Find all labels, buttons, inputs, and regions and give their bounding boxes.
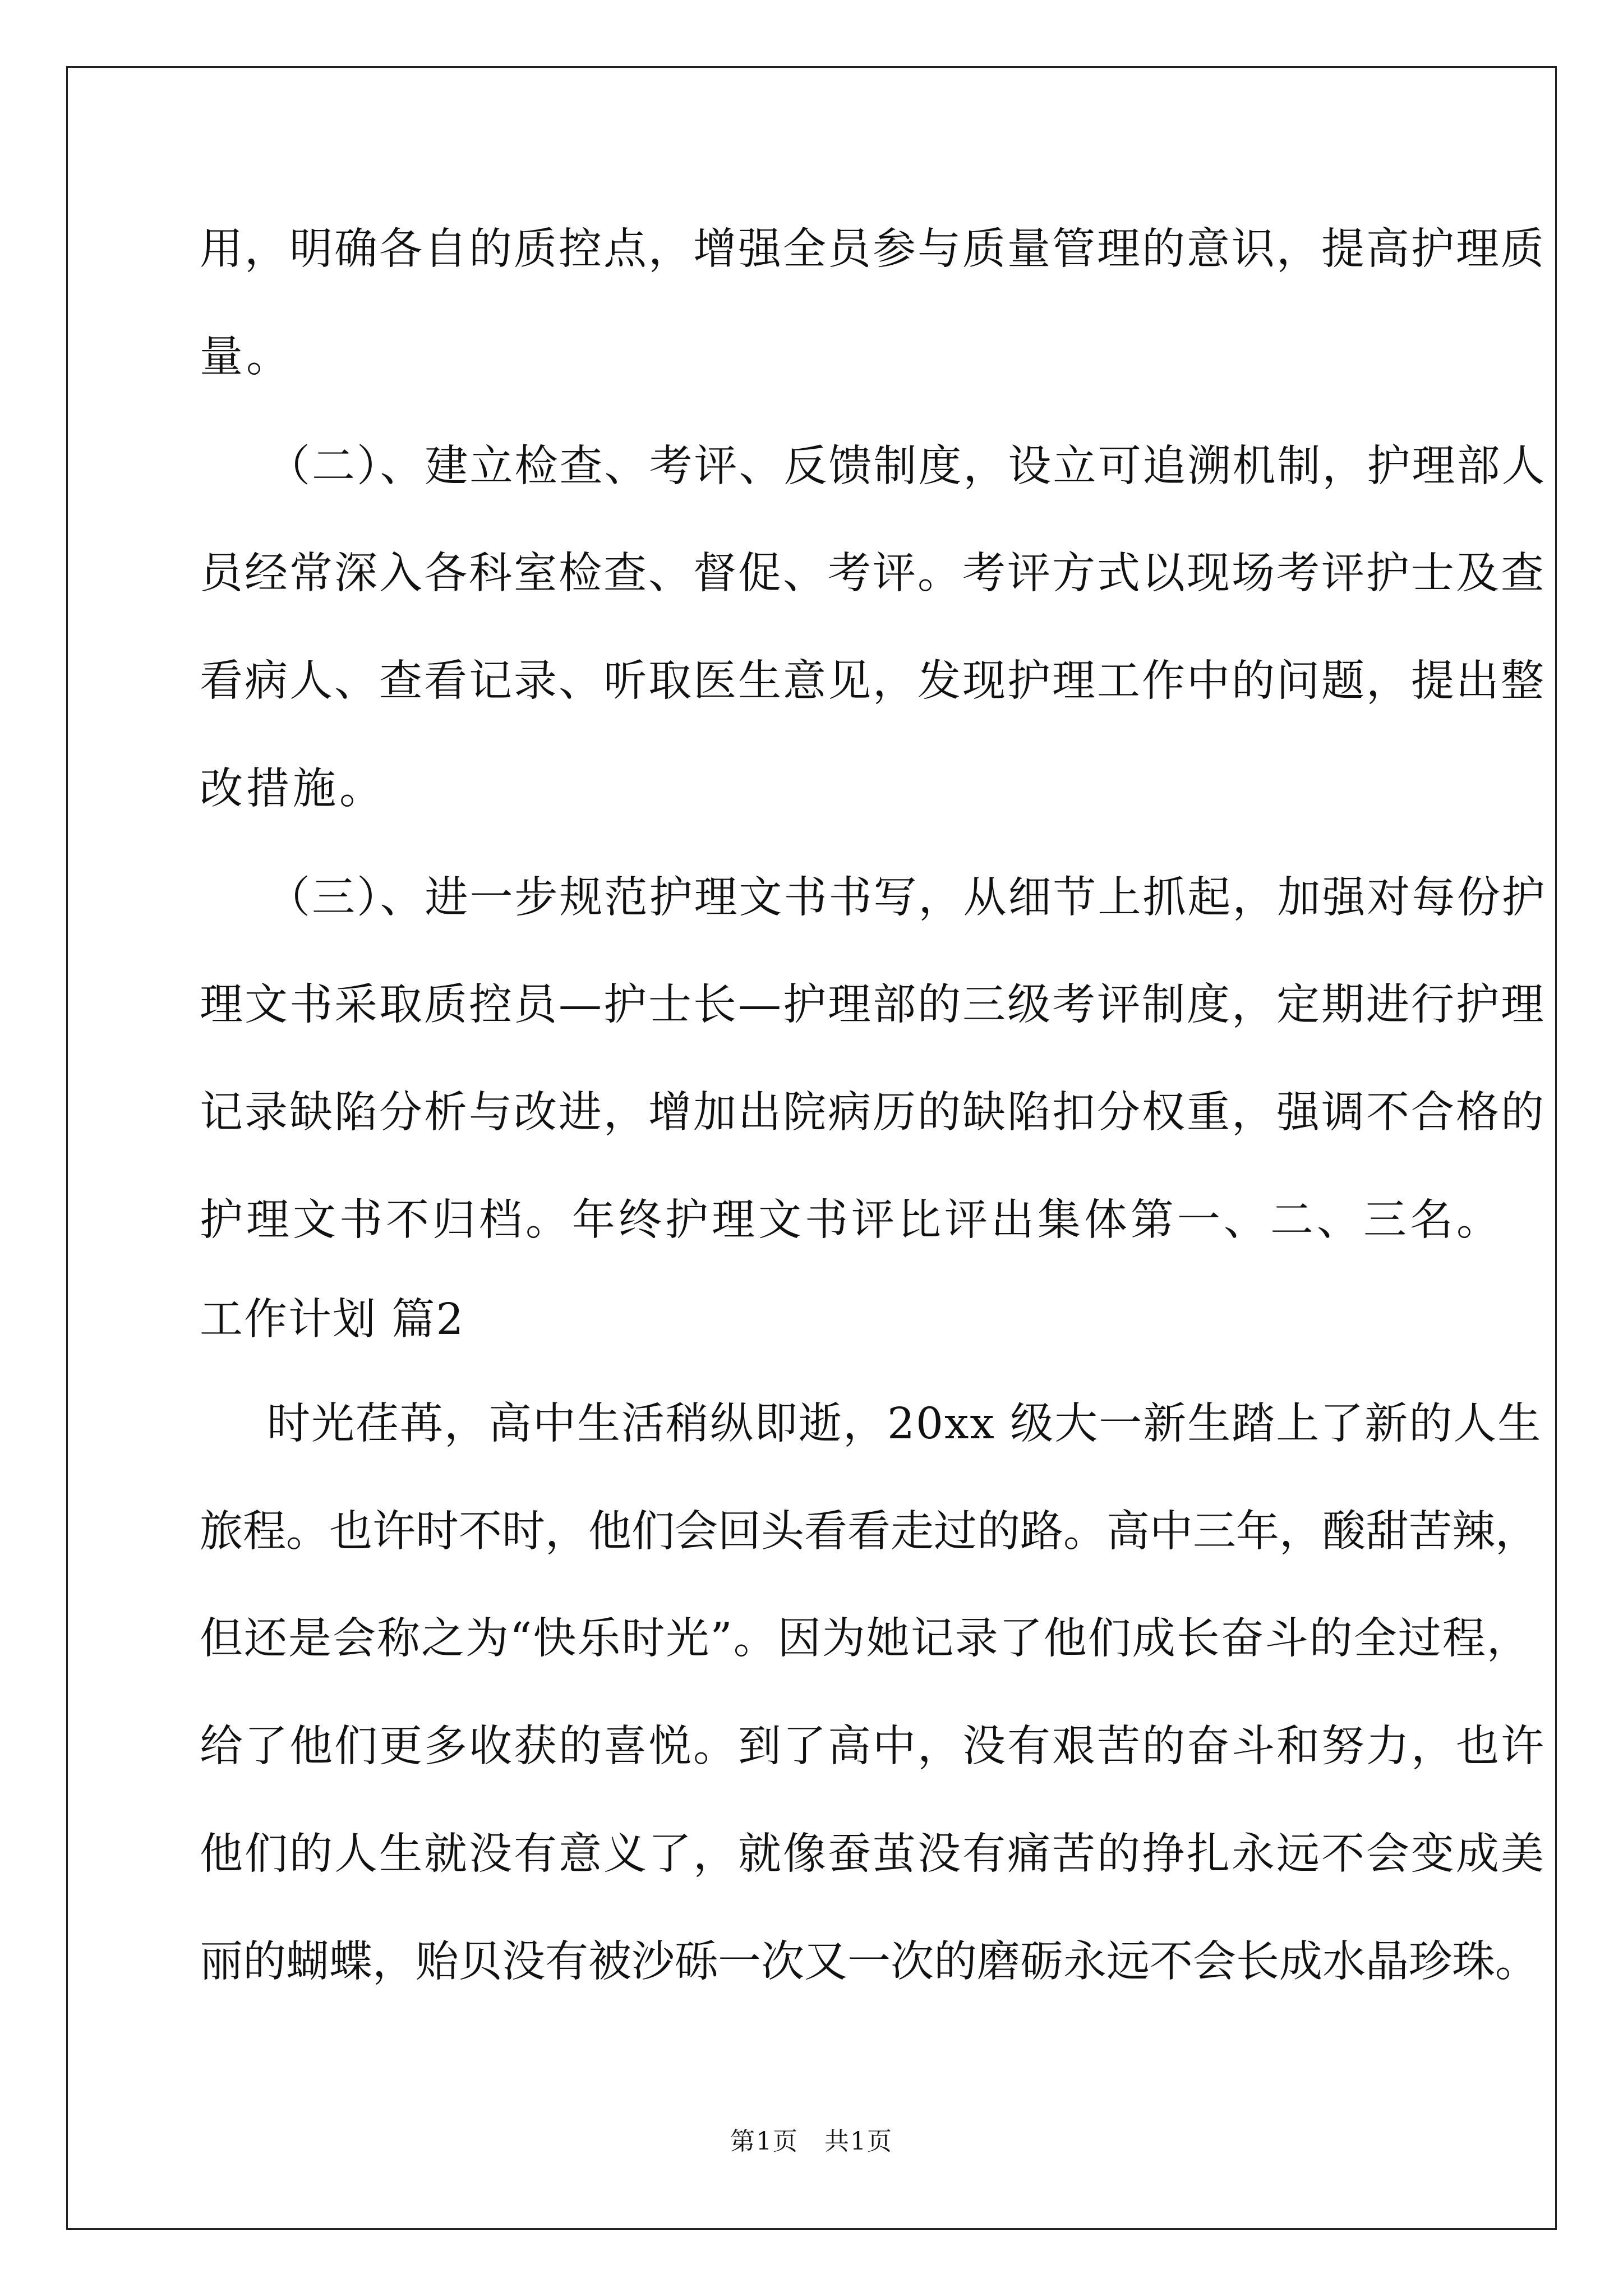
text-line: 旅程。也许时不时，他们会回头看看走过的路。高中三年，酸甜苦辣，: [200, 1507, 1538, 1557]
text-line: 改措施。: [200, 764, 386, 814]
text-line: 看病人、查看记录、听取医生意见，发现护理工作中的问题，提出整: [200, 656, 1546, 706]
text-line: 时光荏苒，高中生活稍纵即逝，20xx 级大一新生踏上了新的人生: [267, 1399, 1542, 1449]
text-line: （三）、进一步规范护理文书书写，从细节上抓起，加强对每份护: [267, 873, 1547, 923]
text-line: （二）、建立检查、考评、反馈制度，设立可追溯机制，护理部人: [267, 441, 1547, 491]
text-line: 但还是会称之为“快乐时光”。因为她记录了他们成长奋斗的全过程，: [200, 1614, 1531, 1664]
text-line: 用，明确各自的质控点，增强全员参与质量管理的意识，提高护理质: [200, 224, 1546, 274]
page-border: [66, 66, 1557, 2230]
text-line: 丽的蝴蝶，贻贝没有被沙砾一次又一次的磨砺永远不会长成水晶珍珠。: [200, 1937, 1538, 1987]
text-line: 量。: [200, 332, 293, 382]
text-line: 护理文书不归档。年终护理文书评比评出集体第一、二、三名。: [200, 1195, 1503, 1245]
text-line: 理文书采取质控员—护士长—护理部的三级考评制度，定期进行护理: [200, 980, 1546, 1030]
text-line: 员经常深入各科室检查、督促、考评。考评方式以现场考评护士及查: [200, 549, 1546, 599]
section-heading: 工作计划 篇2: [200, 1295, 465, 1345]
text-line: 记录缺陷分析与改进，增加出院病历的缺陷扣分权重，强调不合格的: [200, 1088, 1546, 1138]
page-footer: 第1页 共1页: [730, 2127, 893, 2156]
text-line: 给了他们更多收获的喜悦。到了高中，没有艰苦的奋斗和努力，也许: [200, 1722, 1546, 1772]
text-line: 他们的人生就没有意义了，就像蚕茧没有痛苦的挣扎永远不会变成美: [200, 1829, 1546, 1879]
